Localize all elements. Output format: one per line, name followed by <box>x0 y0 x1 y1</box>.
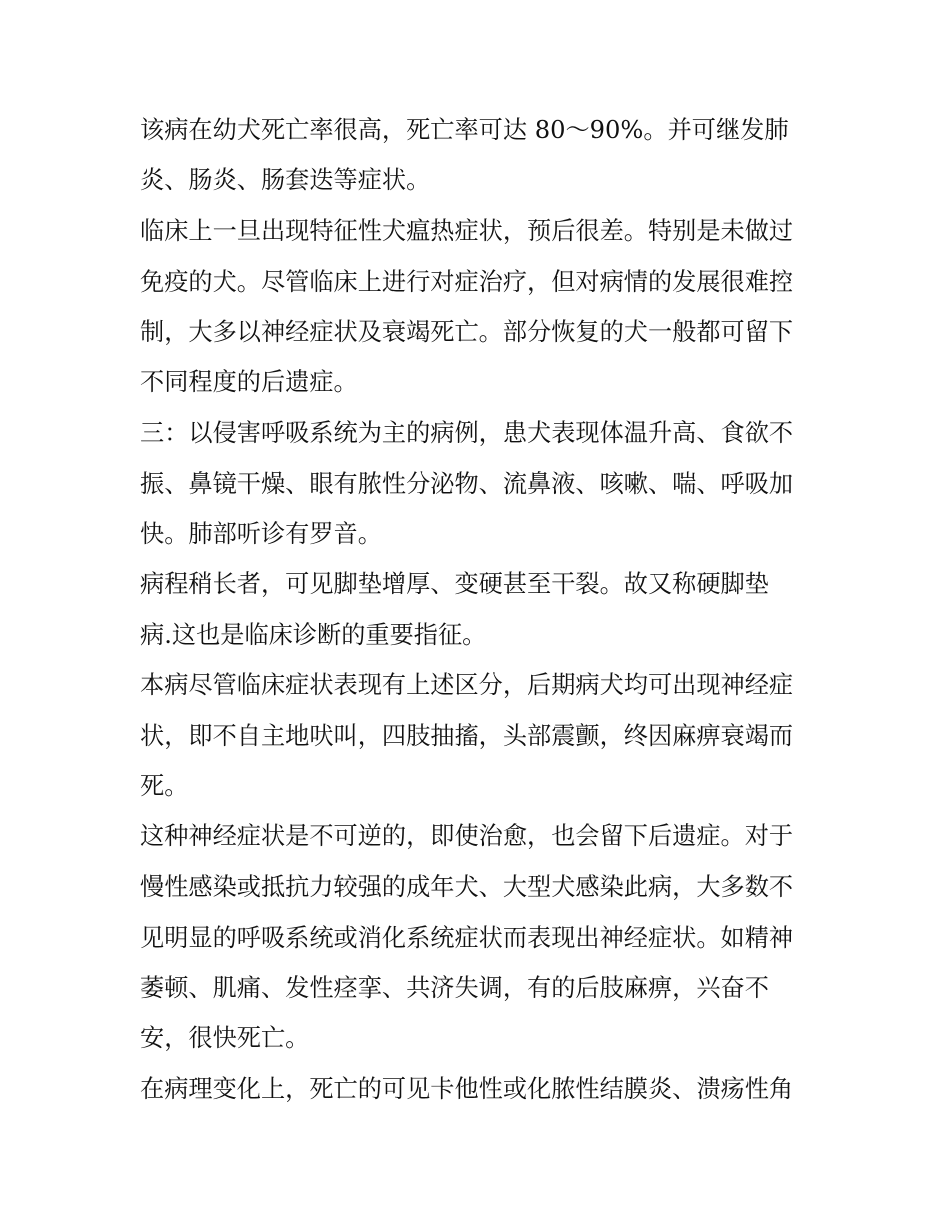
text-line: 制，大多以神经症状及衰竭死亡。部分恢复的犬一般都可留下 <box>140 318 794 346</box>
text-line: 免疫的犬。尽管临床上进行对症治疗，但对病情的发展很难控 <box>140 268 794 296</box>
text-line: 这种神经症状是不可逆的，即使治愈，也会留下后遗症。对于 <box>140 822 794 850</box>
text-line: 状，即不自主地吠叫，四肢抽搐，头部震颤，终因麻痹衰竭而 <box>140 722 794 750</box>
text-line: 萎顿、肌痛、发性痉挛、共济失调，有的后肢麻痹，兴奋不 <box>140 974 769 1002</box>
text-line: 振、鼻镜干燥、眼有脓性分泌物、流鼻液、咳嗽、喘、呼吸加 <box>140 470 794 498</box>
text-line: 不同程度的后遗症。 <box>140 368 358 396</box>
text-line: 炎、肠炎、肠套迭等症状。 <box>140 166 431 194</box>
text-line: 临床上一旦出现特征性犬瘟热症状，预后很差。特别是未做过 <box>140 217 794 245</box>
text-line: 三：以侵害呼吸系统为主的病例，患犬表现体温升高、食欲不 <box>140 419 794 447</box>
text-line: 本病尽管临床症状表现有上述区分，后期病犬均可出现神经症 <box>140 671 794 699</box>
text-line: 病程稍长者，可见脚垫增厚、变硬甚至干裂。故又称硬脚垫 <box>140 570 769 598</box>
text-line: 慢性感染或抵抗力较强的成年犬、大型犬感染此病，大多数不 <box>140 873 794 901</box>
text-line: 在病理变化上，死亡的可见卡他性或化脓性结膜炎、溃疡性角 <box>140 1075 794 1103</box>
text-line: 见明显的呼吸系统或消化系统症状而表现出神经症状。如精神 <box>140 924 794 952</box>
text-line: 病.这也是临床诊断的重要指征。 <box>140 621 487 649</box>
text-line: 死。 <box>140 772 189 800</box>
text-line: 该病在幼犬死亡率很高，死亡率可达 80～90%。并可继发肺 <box>140 116 789 144</box>
text-line: 快。肺部听诊有罗音。 <box>140 520 382 548</box>
text-line: 安，很快死亡。 <box>140 1024 310 1052</box>
